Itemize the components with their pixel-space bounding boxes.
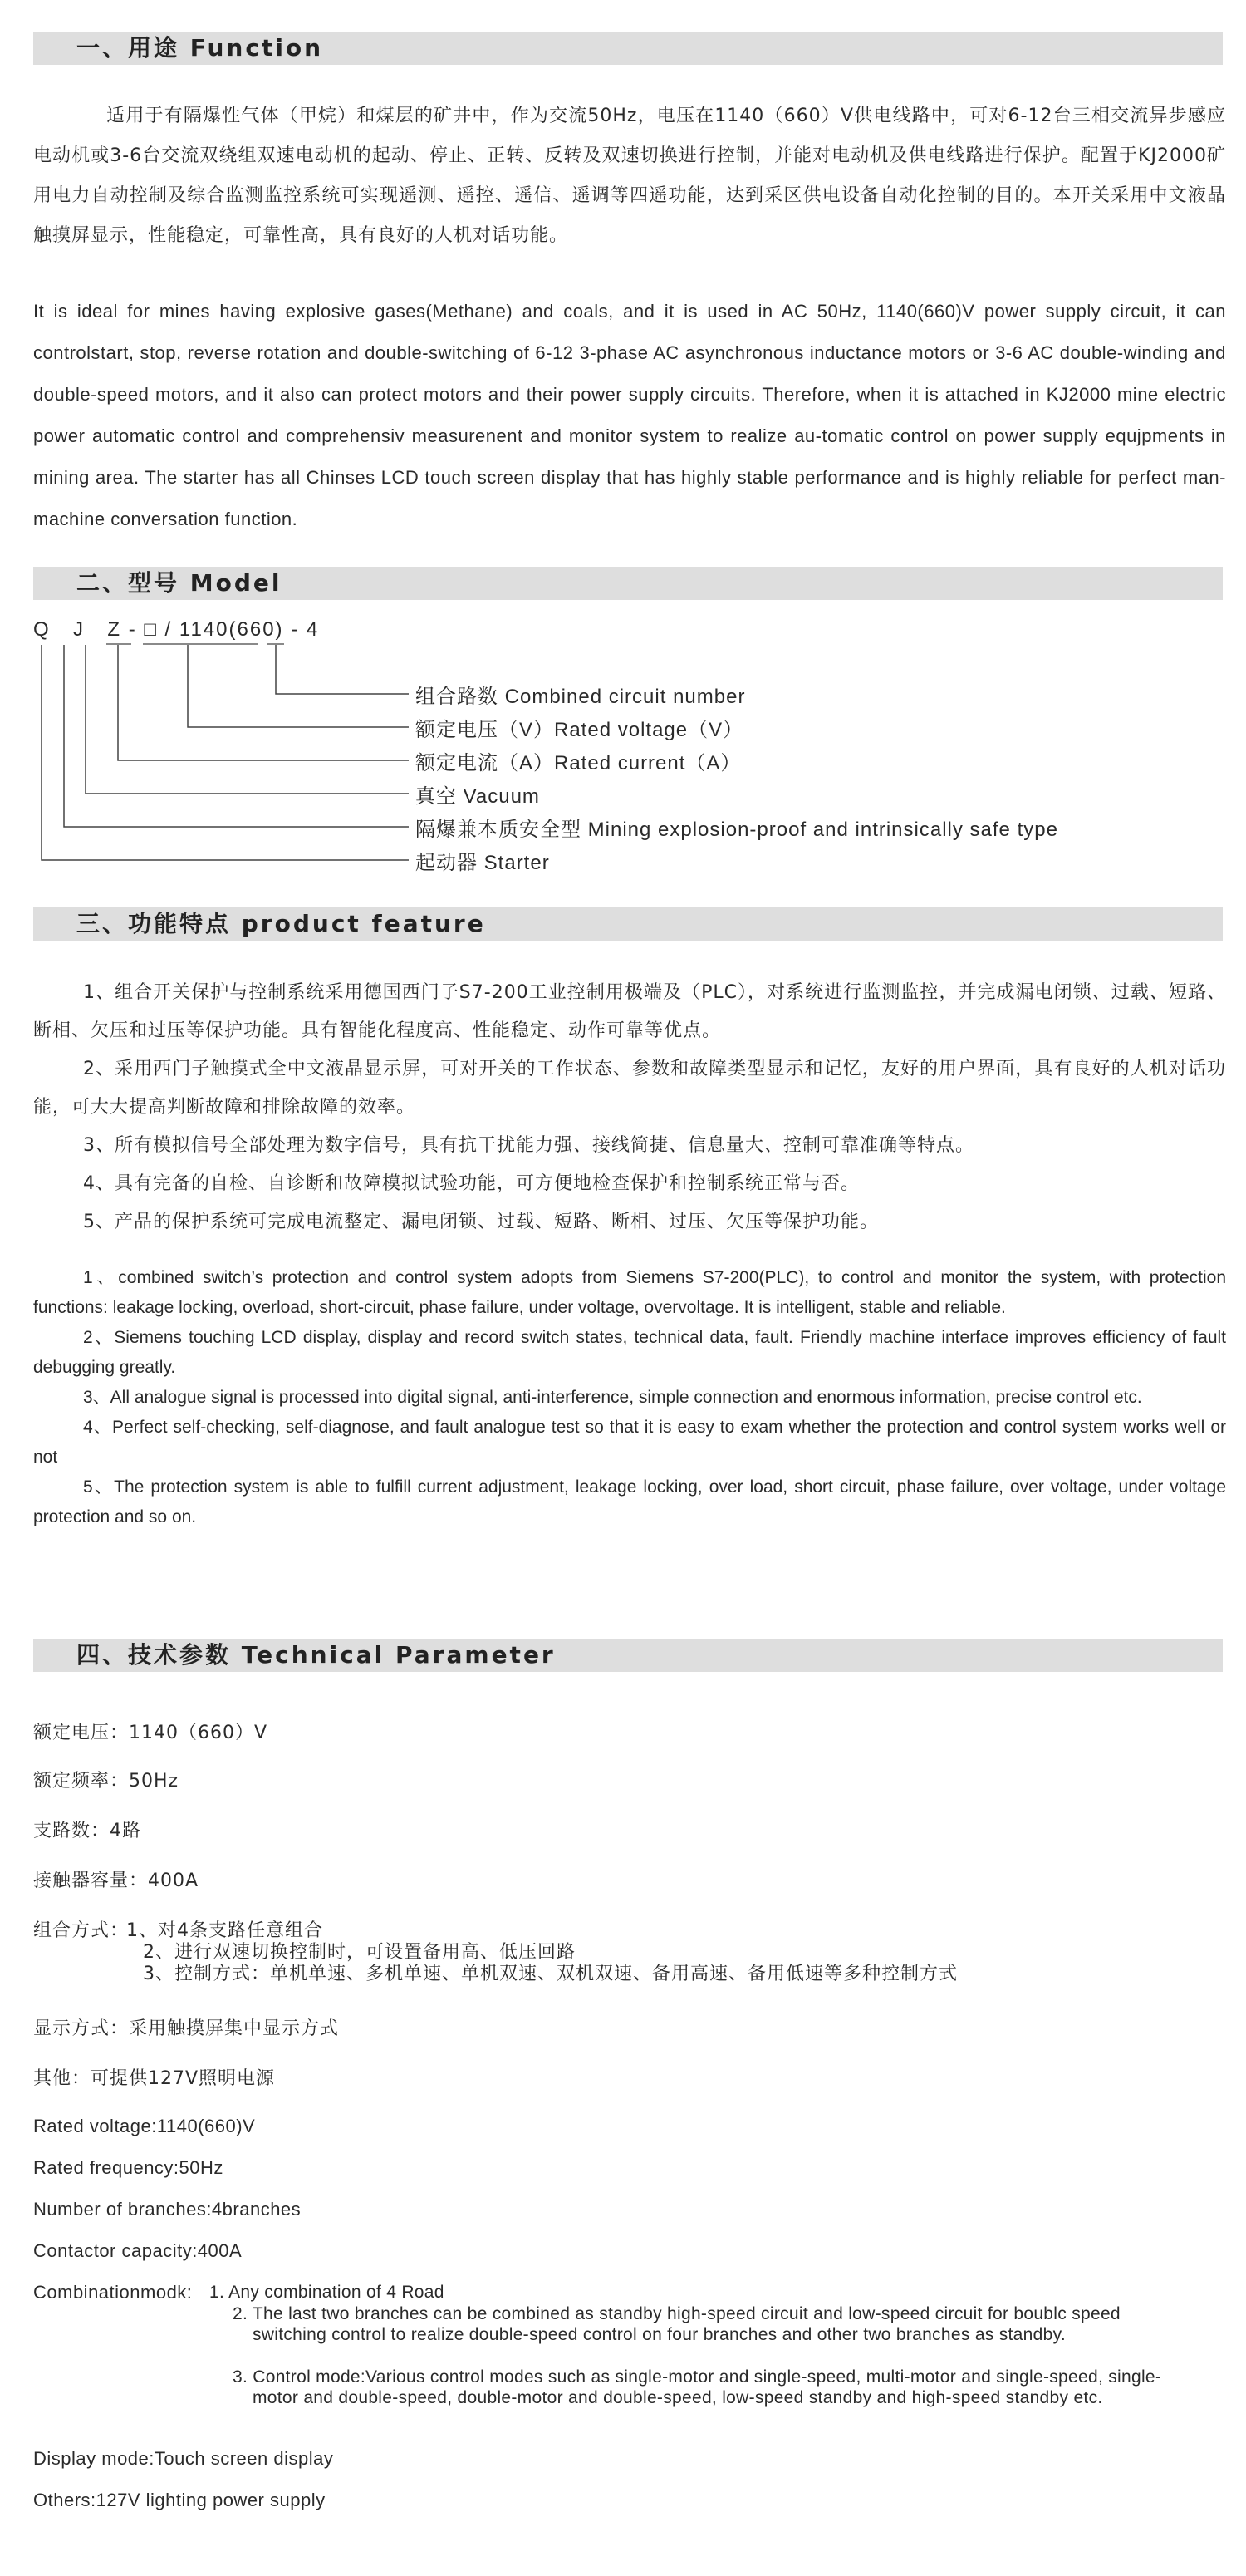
model-label-explosion: 隔爆兼本质安全型 Mining explosion-proof and intrinsically safe type bbox=[415, 819, 1058, 841]
feature-en-2: 2、Siemens touching LCD display, display and record switch states, technical data, fault. Friendly machine interface improves efficiency of fault debugging greatly. bbox=[33, 1328, 1226, 1377]
param-zh-contactor: 接触器容量：400A bbox=[33, 1871, 199, 1891]
model-code-q: Q bbox=[33, 618, 51, 641]
param-en-combo-label: Combinationmodk: bbox=[33, 2282, 193, 2303]
model-code-number: 4 bbox=[306, 618, 320, 641]
section-title-function: 一、用途 Function bbox=[76, 34, 324, 61]
feature-zh-5: 5、产品的保护系统可完成电流整定、漏电闭锁、过载、短路、断相、过压、欠压等保护功能。 bbox=[83, 1212, 880, 1232]
feature-en-1: 1、combined switch’s protection and control system adopts from Siemens S7-200(PLC), to control and monitor the system, with protection functions: leakage locking, overload, short-circuit, phase failure, under voltage, overvoltage. It is intelligent, stable and reliable. bbox=[33, 1268, 1226, 1317]
param-en-voltage: Rated voltage:1140(660)V bbox=[33, 2116, 256, 2136]
function-text-zh: 适用于有隔爆性气体（甲烷）和煤层的矿井中，作为交流50Hz，电压在1140（660）V供电线路中，可对6-12台三相交流异步感应电动机或3-6台交流双绕组双速电动机的起动、停止、正转、反转及双速切换进行控制，并能对电动机及供电线路进行保护。配置于KJ2000矿用电力自动控制及综合监测监控系统可实现遥测、遥控、遥信、遥调等四遥功能，达到采区供电设备自动化控制的目的。本开关采用中文液晶触摸屏显示，性能稳定，可靠性高，具有良好的人机对话功能。 bbox=[33, 106, 1226, 246]
param-zh-combo-2: 2、进行双速切换控制时，可设置备用高、低压回路 bbox=[143, 1942, 576, 1963]
connector-line-current bbox=[118, 645, 409, 760]
model-code bbox=[33, 618, 319, 642]
connector-line-circuit bbox=[276, 645, 409, 694]
param-en-combo-3: 3. Control mode:Various control modes such as single-motor and single-speed, multi-motor and single-speed, single-motor and double-speed, double-motor and double-speed, low-speed standby and high-speed standby etc. bbox=[233, 2367, 1162, 2407]
feature-zh-3: 3、所有模拟信号全部处理为数字信号，具有抗干扰能力强、接线简捷、信息量大、控制可靠准确等特点。 bbox=[83, 1135, 975, 1156]
connector-line-explosion bbox=[64, 645, 409, 827]
section-title-parameter: 四、技术参数 Technical Parameter bbox=[76, 1641, 556, 1669]
section-title-model: 二、型号 Model bbox=[76, 569, 282, 597]
connector-line-vacuum bbox=[86, 645, 409, 794]
model-code-slash: / bbox=[164, 618, 173, 641]
section-header-function bbox=[33, 32, 1223, 65]
feature-en-5: 5、The protection system is able to fulfill current adjustment, leakage locking, over load, short circuit, phase failure, over voltage, under voltage protection and so on. bbox=[33, 1477, 1226, 1526]
feature-list-en bbox=[33, 1263, 1226, 1532]
section-header-feature bbox=[33, 907, 1223, 941]
param-zh-combo-1: 1、对4条支路任意组合 bbox=[126, 1920, 323, 1941]
feature-en-4: 4、Perfect self-checking, self-diagnose, and fault analogue test so that it is easy to exam whether the protection and control system works well or not bbox=[33, 1418, 1226, 1467]
param-en-contactor: Contactor capacity:400A bbox=[33, 2240, 243, 2261]
model-code-box: □ bbox=[144, 618, 158, 641]
model-code-dash: - bbox=[128, 618, 137, 641]
model-code-dash2: - bbox=[291, 618, 300, 641]
feature-en-3: 3、All analogue signal is processed into digital signal, anti-interference, simple connection and enormous information, precise control etc. bbox=[83, 1388, 1142, 1407]
param-zh-combo-label: 组合方式： bbox=[33, 1920, 130, 1941]
model-label-voltage: 额定电压（V）Rated voltage（V） bbox=[415, 719, 744, 741]
param-en-branches: Number of branches:4branches bbox=[33, 2199, 302, 2220]
feature-zh-2: 2、采用西门子触摸式全中文液晶显示屏，可对开关的工作状态、参数和故障类型显示和记忆，友好的用户界面，具有良好的人机对话功能，可大大提高判断故障和排除故障的效率。 bbox=[33, 1059, 1226, 1118]
section-title-feature: 三、功能特点 product feature bbox=[76, 910, 486, 937]
param-zh-combo-3: 3、控制方式：单机单速、多机单速、单机双速、双机双速、备用高速、备用低速等多种控制方式 bbox=[143, 1964, 959, 1984]
param-en-others: Others:127V lighting power supply bbox=[33, 2490, 326, 2510]
model-label-circuit: 组合路数 Combined circuit number bbox=[415, 686, 746, 708]
function-paragraph-zh bbox=[33, 96, 1226, 256]
param-en-display: Display mode:Touch screen display bbox=[33, 2448, 334, 2469]
model-code-j: J bbox=[73, 618, 86, 641]
connector-line-voltage bbox=[188, 645, 409, 727]
feature-list-zh bbox=[33, 974, 1226, 1241]
section-header-model bbox=[33, 567, 1223, 600]
feature-zh-4: 4、具有完备的自检、自诊断和故障模拟试验功能，可方便地检查保护和控制系统正常与否。 bbox=[83, 1173, 861, 1194]
param-zh-frequency: 额定频率：50Hz bbox=[33, 1771, 179, 1792]
section-header-parameter bbox=[33, 1639, 1223, 1672]
model-code-voltage: 1140(660) bbox=[179, 618, 284, 641]
param-zh-others: 其他：可提供127V照明电源 bbox=[33, 2068, 276, 2089]
param-en-combo-2: 2. The last two branches can be combined as standby high-speed circuit and low-speed circuit for boublc speed switching control to realize double-speed control on four branches and other two branches as standby. bbox=[233, 2304, 1121, 2344]
function-paragraph-en: It is ideal for mines having explosive gases(Methane) and coals, and it is used in AC 50Hz, 1140(660)V power supply circuit, it can controlstart, stop, reverse rotation and double-switching of 6-12 3-phase AC asynchronous inductance motors or 3-6 AC double-winding and double-speed motors, and it also can protect motors and their power supply circuits. Therefore, when it is attached in KJ2000 mine electric power automatic control and comprehensiv measurenent and monitor system to realize au-tomatic control on power supply equjpments in mining area. The starter has all Chinses LCD touch screen display that has highly stable performance and is highly reliable for perfect man-machine conversation function. bbox=[33, 301, 1226, 529]
param-zh-branches: 支路数：4路 bbox=[33, 1821, 141, 1841]
param-en-frequency: Rated frequency:50Hz bbox=[33, 2157, 223, 2178]
feature-zh-1: 1、组合开关保护与控制系统采用德国西门子S7-200工业控制用极端及（PLC），对系统进行监测监控，并完成漏电闭锁、过载、短路、断相、欠压和过压等保护功能。具有智能化程度高、性能稳定、动作可靠等优点。 bbox=[33, 982, 1226, 1041]
param-en-combo-1: 1. Any combination of 4 Road bbox=[209, 2283, 444, 2302]
model-label-vacuum: 真空 Vacuum bbox=[415, 785, 540, 808]
model-label-current: 额定电流（A）Rated current（A） bbox=[415, 752, 742, 774]
model-label-starter: 起动器 Starter bbox=[415, 852, 550, 874]
param-zh-voltage: 额定电压：1140（660）V bbox=[33, 1723, 268, 1743]
model-code-z: Z bbox=[107, 618, 122, 641]
connector-line-starter bbox=[42, 645, 409, 860]
param-zh-display: 显示方式：采用触摸屏集中显示方式 bbox=[33, 2018, 340, 2039]
